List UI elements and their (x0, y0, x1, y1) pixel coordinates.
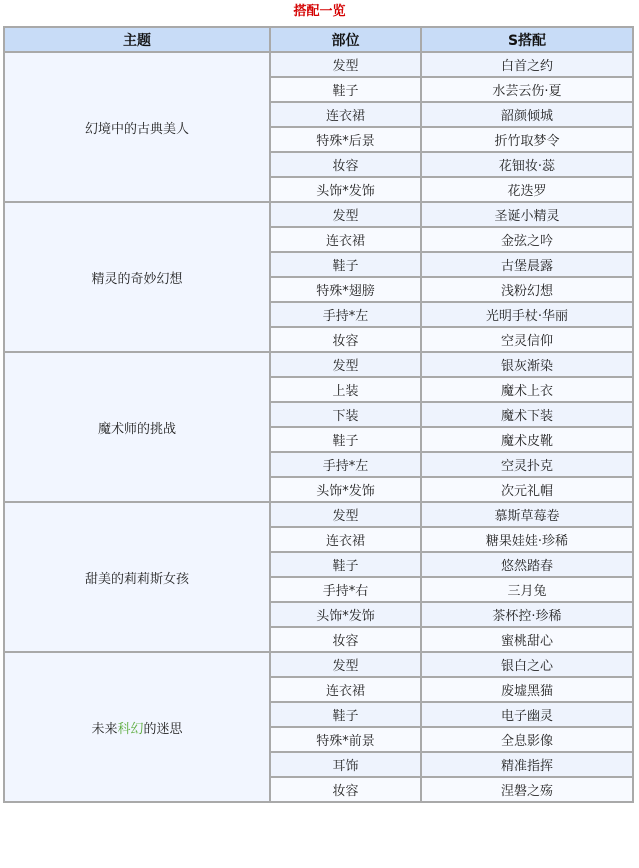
part-cell: 特殊*前景 (270, 727, 421, 752)
item-cell: 花钿妆·蕊 (421, 152, 633, 177)
item-cell: 圣诞小精灵 (421, 202, 633, 227)
item-cell: 浅粉幻想 (421, 277, 633, 302)
item-cell: 金弦之吟 (421, 227, 633, 252)
table-row (4, 52, 633, 77)
part-cell: 连衣裙 (270, 102, 421, 127)
page-title: 搭配一览 (293, 4, 346, 19)
part-cell: 发型 (270, 52, 421, 77)
item-cell: 精准指挥 (421, 752, 633, 777)
part-cell: 鞋子 (270, 702, 421, 727)
part-cell: 连衣裙 (270, 527, 421, 552)
part-cell: 手持*右 (270, 577, 421, 602)
table-row (4, 652, 633, 677)
item-cell: 魔术上衣 (421, 377, 633, 402)
item-cell: 废墟黑猫 (421, 677, 633, 702)
header-s-outfit: S搭配 (421, 27, 633, 52)
item-cell: 次元礼帽 (421, 477, 633, 502)
item-cell: 魔术皮靴 (421, 427, 633, 452)
part-cell: 鞋子 (270, 552, 421, 577)
part-cell: 连衣裙 (270, 677, 421, 702)
part-cell: 妆容 (270, 327, 421, 352)
item-cell: 白首之约 (421, 52, 633, 77)
part-cell: 头饰*发饰 (270, 477, 421, 502)
table-header-row (4, 27, 633, 52)
part-cell: 连衣裙 (270, 227, 421, 252)
part-cell: 妆容 (270, 627, 421, 652)
item-cell: 糖果娃娃·珍稀 (421, 527, 633, 552)
item-cell: 慕斯草莓卷 (421, 502, 633, 527)
item-cell: 空灵扑克 (421, 452, 633, 477)
item-cell: 花迭罗 (421, 177, 633, 202)
theme-name-end: 的迷思 (143, 721, 183, 737)
theme-keyword-link[interactable]: 科幻 (117, 721, 144, 737)
part-cell: 鞋子 (270, 427, 421, 452)
item-cell: 蜜桃甜心 (421, 627, 633, 652)
part-cell: 手持*左 (270, 302, 421, 327)
header-part: 部位 (270, 27, 421, 52)
item-cell: 三月兔 (421, 577, 633, 602)
item-cell: 电子幽灵 (421, 702, 633, 727)
table-row (4, 202, 633, 227)
part-cell: 手持*左 (270, 452, 421, 477)
item-cell: 古堡晨露 (421, 252, 633, 277)
item-cell: 茶杯控·珍稀 (421, 602, 633, 627)
item-cell: 魔术下装 (421, 402, 633, 427)
item-cell: 折竹取梦令 (421, 127, 633, 152)
table-body (4, 52, 633, 802)
item-cell: 悠然踏春 (421, 552, 633, 577)
part-cell: 妆容 (270, 152, 421, 177)
theme-name: 魔术师的挑战 (97, 421, 176, 437)
part-cell: 发型 (270, 352, 421, 377)
item-cell: 空灵信仰 (421, 327, 633, 352)
theme-name-start: 未来 (91, 721, 118, 737)
part-cell: 头饰*发饰 (270, 177, 421, 202)
part-cell: 妆容 (270, 777, 421, 802)
item-cell: 光明手杖·华丽 (421, 302, 633, 327)
item-cell: 银白之心 (421, 652, 633, 677)
part-cell: 头饰*发饰 (270, 602, 421, 627)
part-cell: 下装 (270, 402, 421, 427)
item-cell: 涅磐之殇 (421, 777, 633, 802)
theme-cell (4, 502, 270, 652)
part-cell: 特殊*后景 (270, 127, 421, 152)
table-row (4, 352, 633, 377)
part-cell: 鞋子 (270, 252, 421, 277)
theme-cell (4, 652, 270, 802)
theme-cell (4, 352, 270, 502)
part-cell: 耳饰 (270, 752, 421, 777)
part-cell: 上装 (270, 377, 421, 402)
theme-name: 幻境中的古典美人 (84, 121, 189, 137)
table-row (4, 502, 633, 527)
item-cell: 水芸云伤·夏 (421, 77, 633, 102)
theme-cell (4, 52, 270, 202)
part-cell: 发型 (270, 502, 421, 527)
item-cell: 全息影像 (421, 727, 633, 752)
theme-name: 精灵的奇妙幻想 (91, 271, 183, 287)
part-cell: 发型 (270, 202, 421, 227)
theme-name: 甜美的莉莉斯女孩 (84, 571, 189, 587)
part-cell: 特殊*翅膀 (270, 277, 421, 302)
part-cell: 发型 (270, 652, 421, 677)
outfit-table (3, 26, 634, 803)
theme-cell (4, 202, 270, 352)
item-cell: 韶颜倾城 (421, 102, 633, 127)
item-cell: 银灰渐染 (421, 352, 633, 377)
part-cell: 鞋子 (270, 77, 421, 102)
header-theme: 主题 (4, 27, 270, 52)
